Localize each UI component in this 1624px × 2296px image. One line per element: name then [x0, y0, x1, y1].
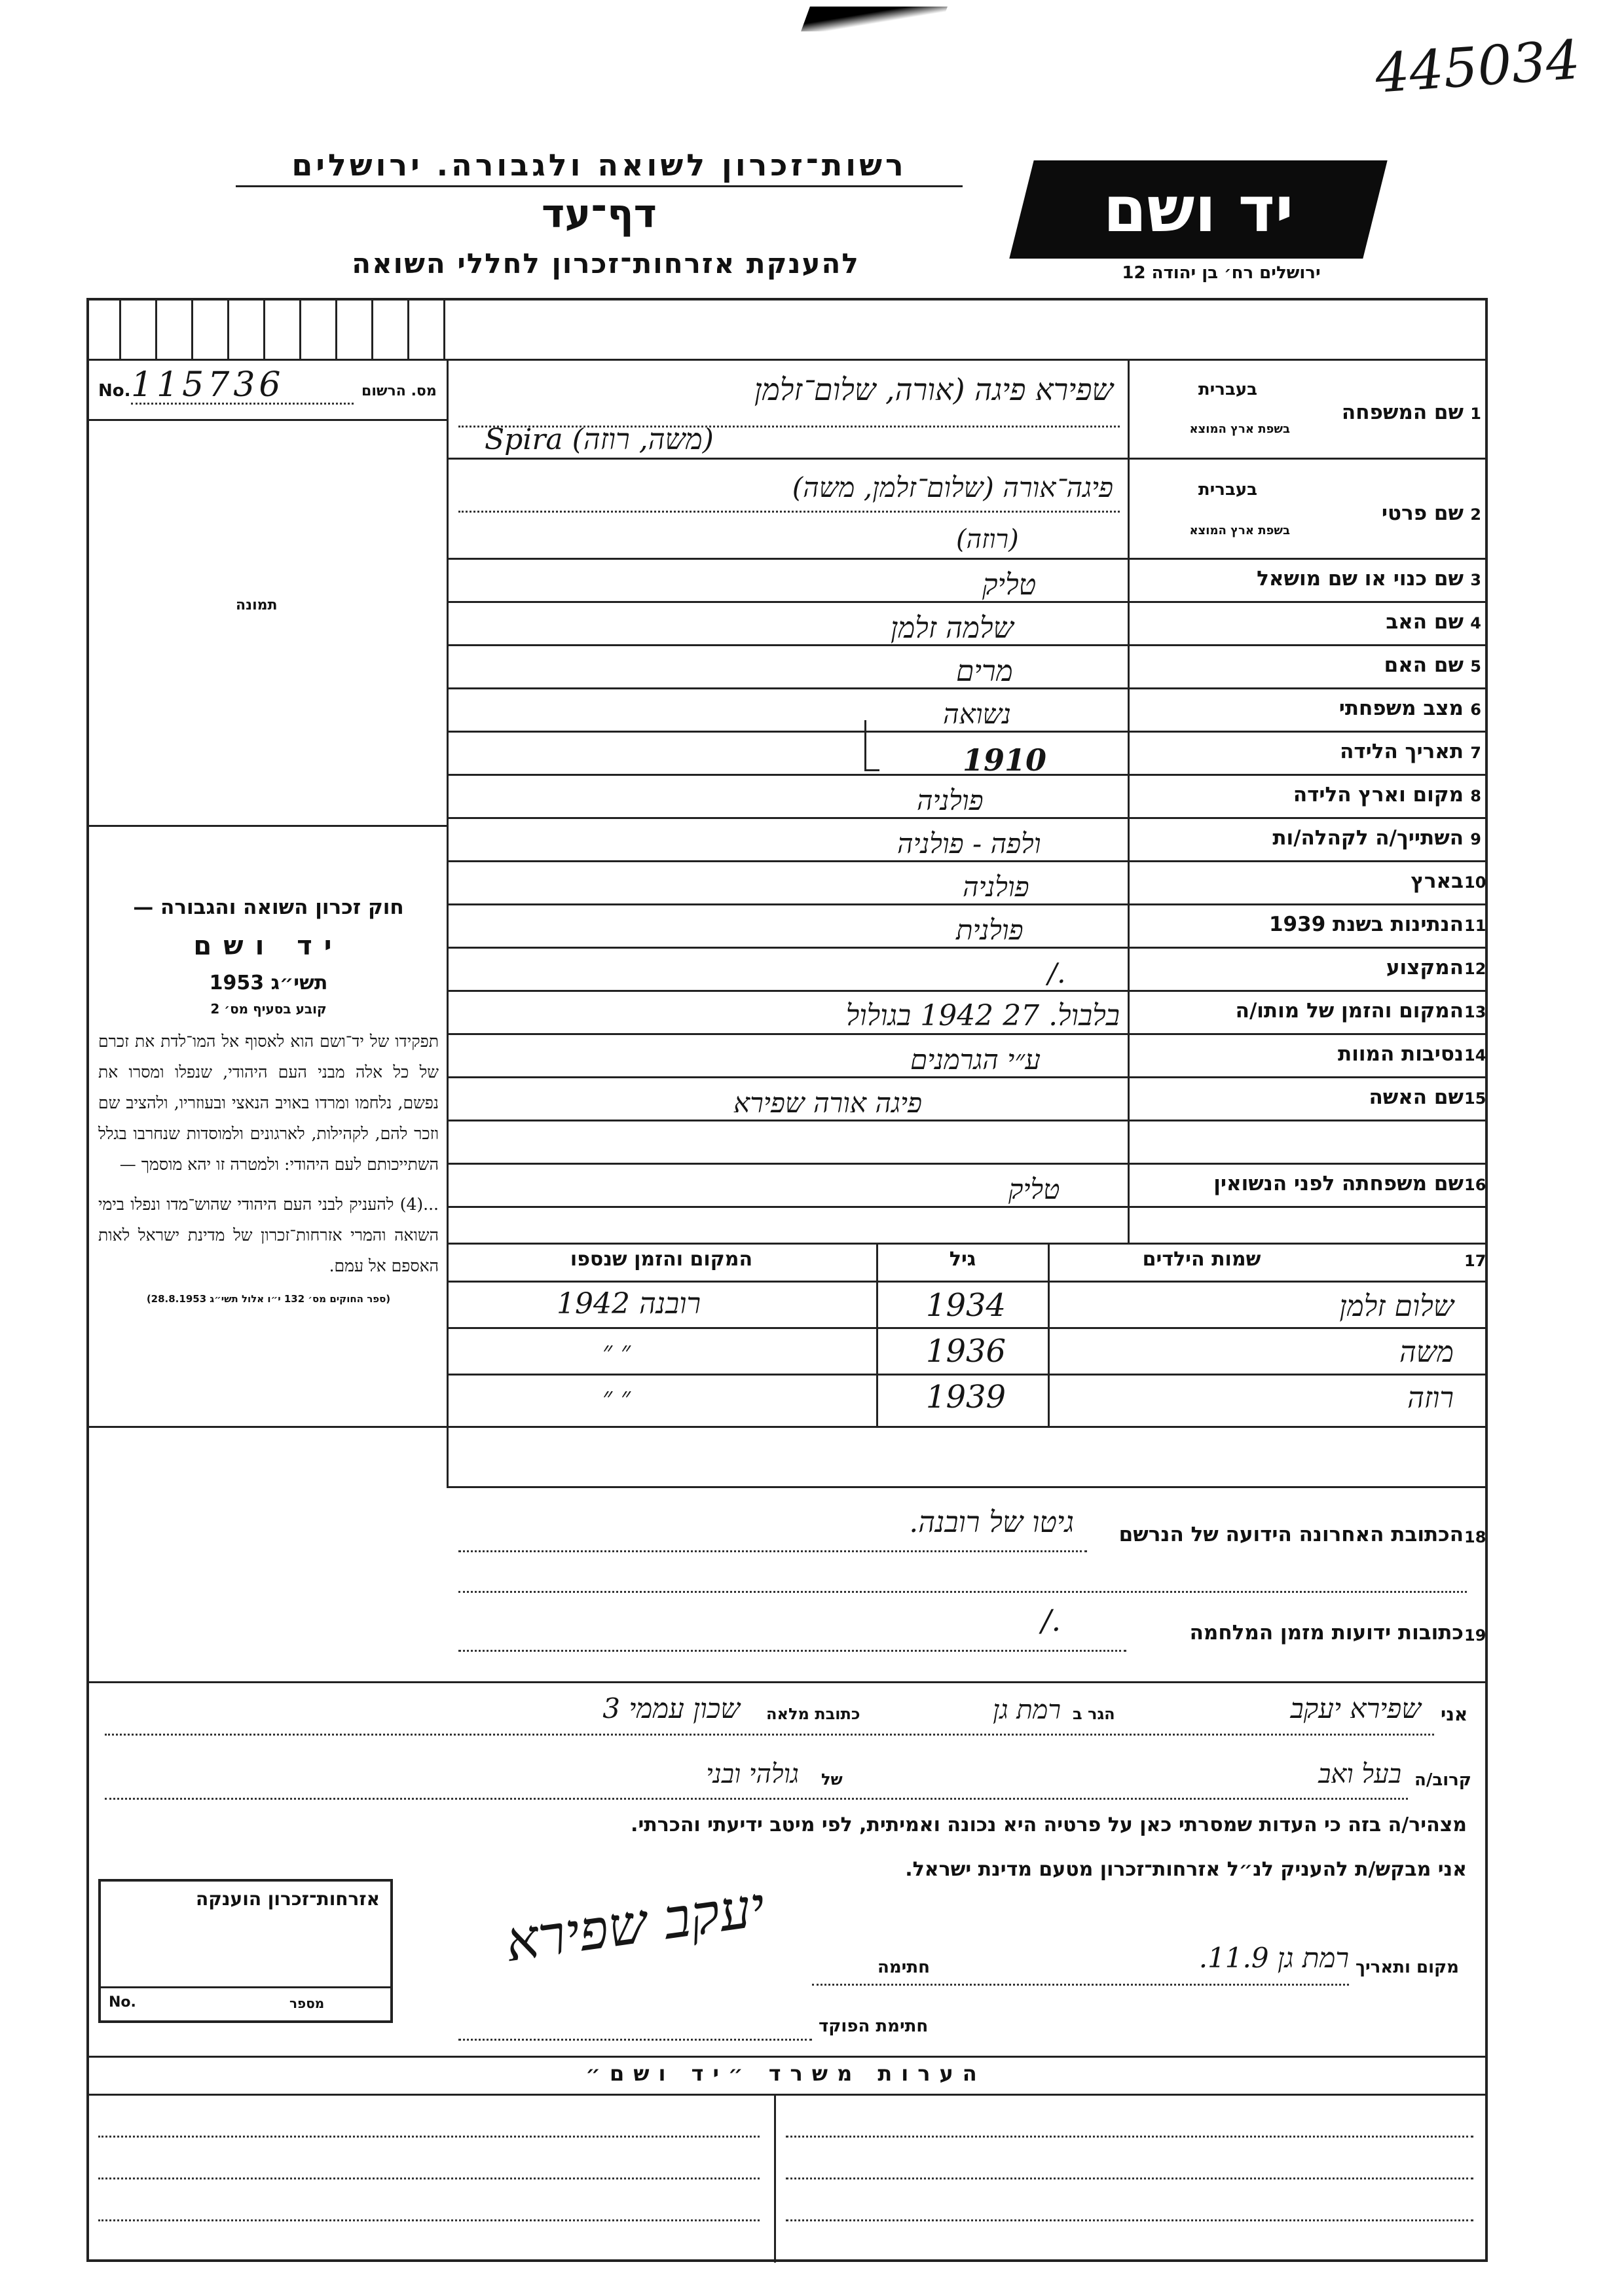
field-11-number: 11 [1464, 917, 1486, 935]
decl-relation-label: קרוב/ה [1414, 1770, 1471, 1790]
decl-officer-label: חתימת הפוקד [819, 2016, 929, 2036]
children-table-bottom [86, 1426, 1488, 1428]
child-place: 1942 רובנה [557, 1287, 701, 1321]
decl-i-label: אני [1441, 1704, 1468, 1725]
children-header-place: המקום והזמן שנספו [570, 1248, 753, 1271]
field-14-value: ע״י הגרמנים [910, 1044, 1041, 1076]
form-title: דף־עד [542, 191, 657, 237]
left-column-border [447, 359, 449, 1486]
law-paragraph-2: ...(4) להעניק לבני העם היהודי שהוש־מדו ונפלו בימי השואה והמרי אזרחות־זכרון של מדינת ישראל לאות האספם אל עמם. [98, 1195, 439, 1275]
field-12-number: 12 [1464, 960, 1486, 978]
field-8-label: מקום וארץ הלידה [1293, 783, 1464, 807]
field-1-value-origin: Spira (משה, רוזה) [485, 423, 714, 456]
children-col-divider-1 [876, 1243, 878, 1426]
field-13-number: 13 [1464, 1003, 1486, 1021]
stamp-title: אזרחות־זכרון הוענקה [196, 1888, 380, 1910]
field-9-number: 9 [1470, 830, 1481, 848]
field-10-label: בארץ [1411, 869, 1464, 893]
field-3-label: שם כנוי או שם מושאל [1257, 567, 1464, 591]
grid-cell-divider [155, 298, 157, 359]
field-1-sub-hebrew: בעברית [1198, 380, 1257, 399]
field-16-value: טליק [1008, 1173, 1060, 1205]
child-place: ״ ״ [602, 1382, 631, 1412]
notes-dotted-line [786, 2136, 1473, 2138]
field-8-value: פולניה [917, 784, 984, 816]
decl-place-date-value: רמת גן 11.9. [1198, 1942, 1349, 1974]
grid-cell-divider [407, 298, 409, 359]
registration-label: מס. הרשום [361, 383, 437, 399]
yad-vashem-logo [1009, 160, 1387, 259]
field-row-line [447, 903, 1488, 905]
field-3-value: טליק [982, 568, 1037, 602]
law-clause: קובע בסעיף מס׳ 2 [210, 1001, 327, 1017]
field-19-value: /. [1041, 1603, 1061, 1638]
field-19-label: כתובות ידועות מזמן המלחמה [1189, 1621, 1464, 1645]
label-column-border [1128, 359, 1130, 1243]
field-11-label: הנתינות בשנת 1939 [1268, 913, 1464, 936]
archive-number: 445034 [1373, 29, 1582, 105]
field-10-number: 10 [1464, 873, 1486, 892]
field-18-number: 18 [1464, 1528, 1486, 1546]
child-place: ״ ״ [602, 1336, 631, 1366]
field-2-sub-hebrew: בעברית [1198, 480, 1257, 500]
field-row-line [447, 1243, 1488, 1245]
field-14-label: נסיבות המוות [1338, 1042, 1464, 1066]
address-left-border [447, 1426, 449, 1486]
top-scratch-mark [801, 7, 948, 31]
field-16-label: שם משפחתה לפני הנשואין [1213, 1172, 1464, 1195]
field-1-number: 1 [1470, 405, 1481, 423]
child-name: שלום זלמן [1339, 1290, 1454, 1323]
children-header-line [447, 1281, 1488, 1283]
law-title: חוק זכרון השואה והגבורה — [133, 896, 404, 919]
grid-cell-divider [335, 298, 337, 359]
field-5-label: שם האם [1384, 653, 1464, 677]
field-4-value: שלמה זלמן [891, 611, 1014, 645]
field-2-number: 2 [1470, 505, 1481, 524]
decl-line-1-dotted [105, 1734, 1434, 1736]
field-18-dotted-line [458, 1550, 1087, 1552]
child-name: רוזה [1407, 1381, 1454, 1415]
stamp-inner-line [101, 1986, 390, 1988]
field-7-value: 1910 [963, 742, 1047, 778]
field-2-value-origin: (רוזה) [956, 524, 1019, 555]
field-10-value: פולניה [963, 871, 1029, 903]
address-section-bottom [86, 1681, 1488, 1683]
notes-top-line [86, 2056, 1488, 2058]
children-section-number: 17 [1464, 1252, 1486, 1270]
decl-of-label: של [821, 1770, 843, 1789]
field-9-value: ולפה - פולניה [897, 828, 1041, 860]
decl-lives-label: הגר ב [1073, 1705, 1115, 1723]
children-header-age: גיל [949, 1248, 976, 1271]
registration-number: 115736 [131, 365, 285, 405]
field-18-value: גיטו של רובנה. [909, 1506, 1074, 1539]
notes-header-line [86, 2094, 1488, 2096]
field-row-line [447, 947, 1488, 949]
law-paragraph-1: תפקידו של יד־ושם הוא לאסוף אל המו־לדת את זכרם של כל אלה מבני העם היהודי, שנפלו ומסרו את נפשם, נלחמו ומרדו באויב הנאצי ובעוזריו, ולהציב שם וזכר להם, לקהילות, לארגונים ולמוסדות שנחרבו בגלל השתייכותם לעם היהודי: ולמטרה זו יהא מוסמך — [98, 1032, 439, 1174]
decl-name-value: שפירא יעקב [1290, 1692, 1421, 1724]
field-row-line [447, 1076, 1488, 1078]
child-name: משה [1399, 1336, 1454, 1369]
decl-of-value: גולהי ובני [706, 1759, 799, 1789]
field-row-line [447, 601, 1488, 603]
field-19-number: 19 [1464, 1626, 1486, 1645]
decl-line-2-dotted [105, 1798, 1408, 1800]
registration-prefix: No. [98, 381, 131, 401]
registration-dotted-line [131, 403, 354, 405]
grid-cell-divider [299, 298, 301, 359]
field-6-value: נשואה [943, 698, 1011, 730]
decl-place-date-label: מקום ותאריך [1356, 1958, 1459, 1977]
notes-dotted-line [786, 2178, 1473, 2179]
field-row-line [447, 731, 1488, 733]
authority-line: רשות־זכרון לשואה ולגבורה. ירושלים [291, 147, 907, 183]
field-15-label: שם האשה [1369, 1085, 1464, 1109]
grid-cell-divider [371, 298, 373, 359]
field-2-label: שם פרטי [1381, 501, 1464, 525]
top-grid-line [86, 359, 1488, 361]
decl-signature-label: חתימה [877, 1958, 930, 1977]
notes-dotted-line [98, 2219, 760, 2221]
field-2-value: פיגה־אורה (שלום־זלמן, משה) [792, 471, 1113, 503]
field-12-value: /. [1048, 957, 1066, 989]
grid-cell-divider [191, 298, 193, 359]
photo-label: תמונה [236, 597, 278, 613]
field-6-label: מצב משפחתי [1338, 697, 1464, 720]
field-row-line [447, 458, 1488, 460]
field-row-line [447, 1206, 1488, 1208]
registration-divider [86, 419, 448, 421]
stamp-no-prefix: No. [109, 1994, 136, 2011]
logo-address: ירושלים רח׳ בן יהודה 12 [1122, 263, 1321, 283]
grid-cell-divider [263, 298, 265, 359]
children-row-line [447, 1374, 1488, 1376]
decl-statement: מצהיר/ה בזה כי העדות שמסרתי כאן על פרטיה היא נכונה ואמיתית, לפי מיטב ידיעתי והכרתי. [631, 1813, 1467, 1836]
notes-dotted-line [786, 2219, 1473, 2221]
field-2-sub-origin: בשפת ארץ המוצא [1189, 524, 1290, 538]
field-1-sub-origin: בשפת ארץ המוצא [1189, 422, 1290, 436]
logo-text: יד ושם [1103, 173, 1294, 246]
field-5-value: מרים [956, 655, 1013, 688]
field-row-line [447, 558, 1488, 560]
law-box [98, 896, 439, 1305]
decl-city-value: רמת גן [993, 1695, 1061, 1725]
field-1-label: שם המשפחה [1341, 401, 1464, 424]
field-18-label: הכתובת האחרונה הידועה של הנרשם [1118, 1523, 1464, 1546]
authority-underline [236, 185, 963, 187]
address-section-top [447, 1486, 1488, 1488]
field-14-number: 14 [1464, 1046, 1486, 1065]
law-year: תשי״ג 1953 [209, 972, 328, 994]
decl-request: אני מבקש/ת להעניק לנ״ל אזרחות־זכרון מטעם מדינת ישראל. [905, 1858, 1467, 1881]
notes-center-divider [774, 2094, 776, 2263]
field-1-value: שפירא פיגה (אורה, שלום־זלמן [754, 372, 1113, 407]
field-3-number: 3 [1470, 571, 1481, 589]
child-age: 1939 [925, 1379, 1006, 1415]
stamp-number-label: מספר [289, 1995, 325, 2011]
field-7-label: תאריך הלידה [1340, 740, 1464, 763]
field-13-label: המקום והזמן של מותו/ה [1235, 999, 1464, 1023]
decl-address-value: שכון עממי 3 [602, 1692, 740, 1724]
field-13-value: בלבול. 27 1942 בגולול [845, 999, 1120, 1032]
field-6-bracket [864, 720, 879, 771]
firstname-dotted-line [458, 511, 1120, 513]
field-19-dotted-line [458, 1650, 1126, 1652]
field-row-line [447, 860, 1488, 862]
decl-address-label: כתובת מלאה [766, 1705, 860, 1723]
decl-signature-dotted [812, 1984, 1349, 1986]
field-9-label: השתייך/ה לקהלה/ות [1272, 826, 1464, 850]
field-15-value: פיגה אורה שפירא [733, 1087, 922, 1119]
grid-cell-divider [227, 298, 229, 359]
photo-box-bottom [86, 825, 448, 827]
law-name: יד ושם [193, 931, 344, 961]
field-12-label: המקצוע [1386, 956, 1464, 979]
decl-signature: יעקב שפירא [501, 1874, 769, 1975]
decl-relation-value: בעל ואב [1318, 1759, 1401, 1789]
child-age: 1936 [925, 1333, 1006, 1370]
children-row-line [447, 1327, 1488, 1329]
field-11-value: פולנית [956, 914, 1024, 946]
field-row-line [447, 990, 1488, 992]
grid-cell-divider [119, 298, 121, 359]
field-5-number: 5 [1470, 657, 1481, 676]
field-18-dotted-line-2 [458, 1591, 1467, 1593]
field-row-line [447, 1120, 1488, 1121]
notes-dotted-line [98, 2178, 760, 2179]
field-row-line [447, 1163, 1488, 1165]
field-4-label: שם האב [1386, 610, 1464, 634]
office-notes-title: הערות משרד ״יד ושם״ [585, 2061, 986, 2086]
children-header-names: שמות הילדים [1142, 1248, 1261, 1271]
field-row-line [447, 1033, 1488, 1035]
decl-officer-dotted [458, 2039, 812, 2041]
notes-dotted-line [98, 2136, 760, 2138]
field-15-number: 15 [1464, 1089, 1486, 1108]
field-6-number: 6 [1470, 701, 1481, 719]
field-8-number: 8 [1470, 787, 1481, 805]
citizenship-stamp-box [98, 1879, 393, 2023]
field-row-line [447, 817, 1488, 819]
form-subtitle: להענקת אזרחות־זכרון לחללי השואה [352, 247, 860, 280]
field-16-number: 16 [1464, 1176, 1486, 1194]
law-source: (ספר החוקים מס׳ 132 י״ו אלול תשי״ג 28.8.1953) [146, 1293, 391, 1305]
field-4-number: 4 [1470, 614, 1481, 632]
children-col-divider-2 [1048, 1243, 1050, 1426]
grid-cell-divider [443, 298, 445, 359]
field-7-number: 7 [1470, 744, 1481, 762]
child-age: 1934 [925, 1287, 1006, 1324]
